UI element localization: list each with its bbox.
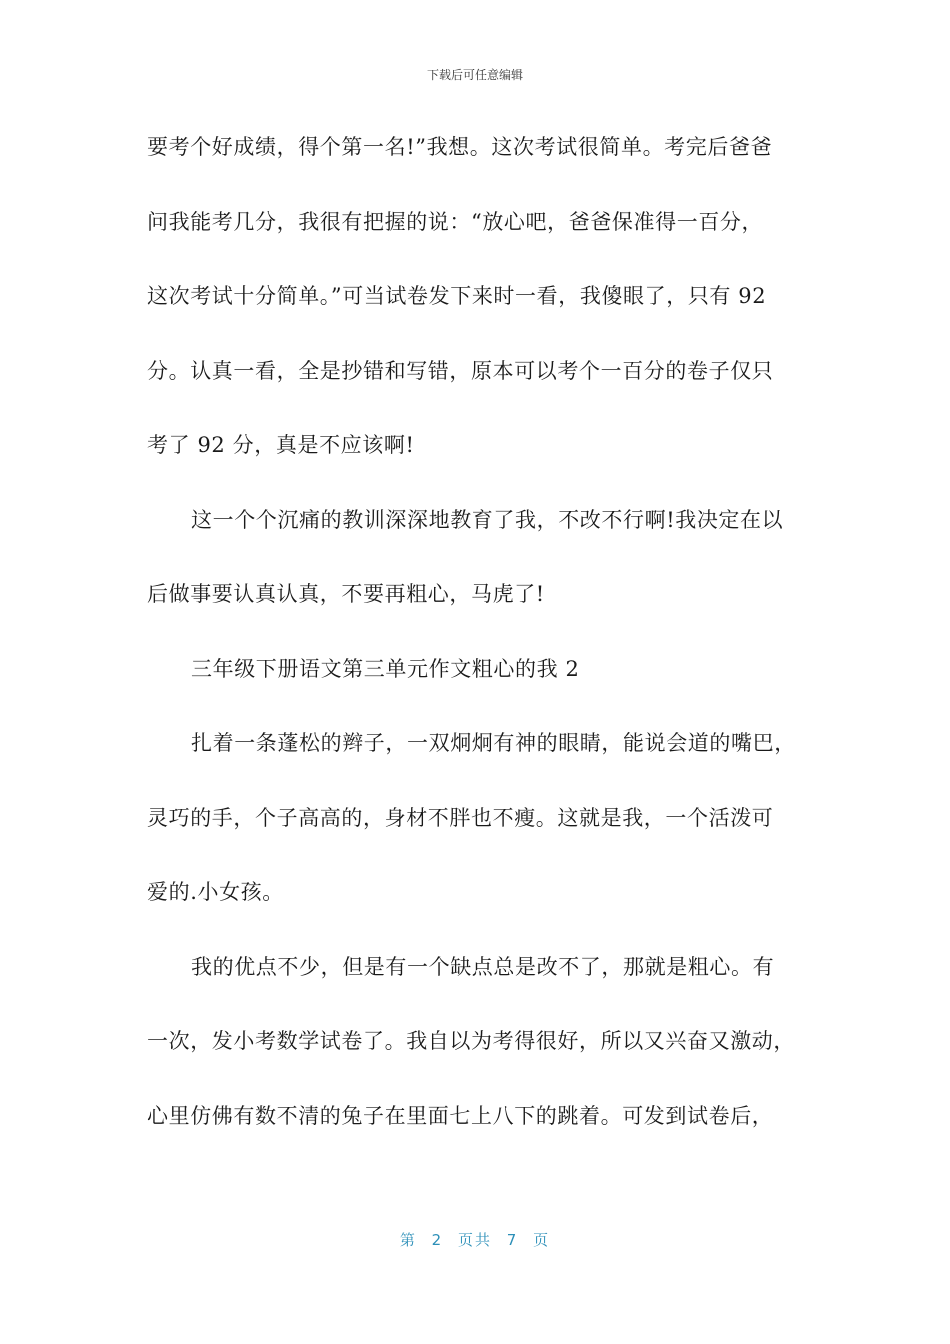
header-note: 下载后可任意编辑: [426, 68, 523, 82]
text-line: 灵巧的手，个子高高的，身材不胖也不瘦。这就是我，一个活泼可: [147, 805, 774, 830]
text-line: 爱的.小女孩。: [147, 880, 284, 904]
text-line: 问我能考几分，我很有把握的说：“放心吧，爸爸保准得一百分，: [147, 209, 764, 234]
text-line: 扎着一条蓬松的辫子，一双炯炯有神的眼睛，能说会道的嘴巴，: [191, 731, 796, 755]
text-line: 三年级下册语文第三单元作文粗心的我 2: [191, 656, 580, 681]
text-line: 心里仿佛有数不清的兔子在里面七上八下的跳着。可发到试卷后，: [147, 1103, 774, 1128]
document-body: [147, 127, 807, 1170]
page-number: 第 2 页共 7 页: [399, 1231, 551, 1249]
text-line: 分。认真一看，全是抄错和写错，原本可以考个一百分的卷子仅只: [147, 358, 774, 383]
text-line: 这一个个沉痛的教训深深地教育了我，不改不行啊!我决定在以: [191, 507, 784, 532]
text-line: 考了 92 分，真是不应该啊!: [147, 433, 415, 457]
text-line: 我的优点不少，但是有一个缺点总是改不了，那就是粗心。有: [191, 954, 775, 979]
text-line: 这次考试十分简单。”可当试卷发下来时一看，我傻眼了，只有 92: [147, 284, 767, 308]
text-line: 要考个好成绩，得个第一名!”我想。这次考试很简单。考完后爸爸: [147, 135, 773, 159]
text-line: 一次，发小考数学试卷了。我自以为考得很好，所以又兴奋又激动，: [147, 1029, 795, 1053]
text-line: 后做事要认真认真，不要再粗心，马虎了!: [147, 582, 545, 606]
